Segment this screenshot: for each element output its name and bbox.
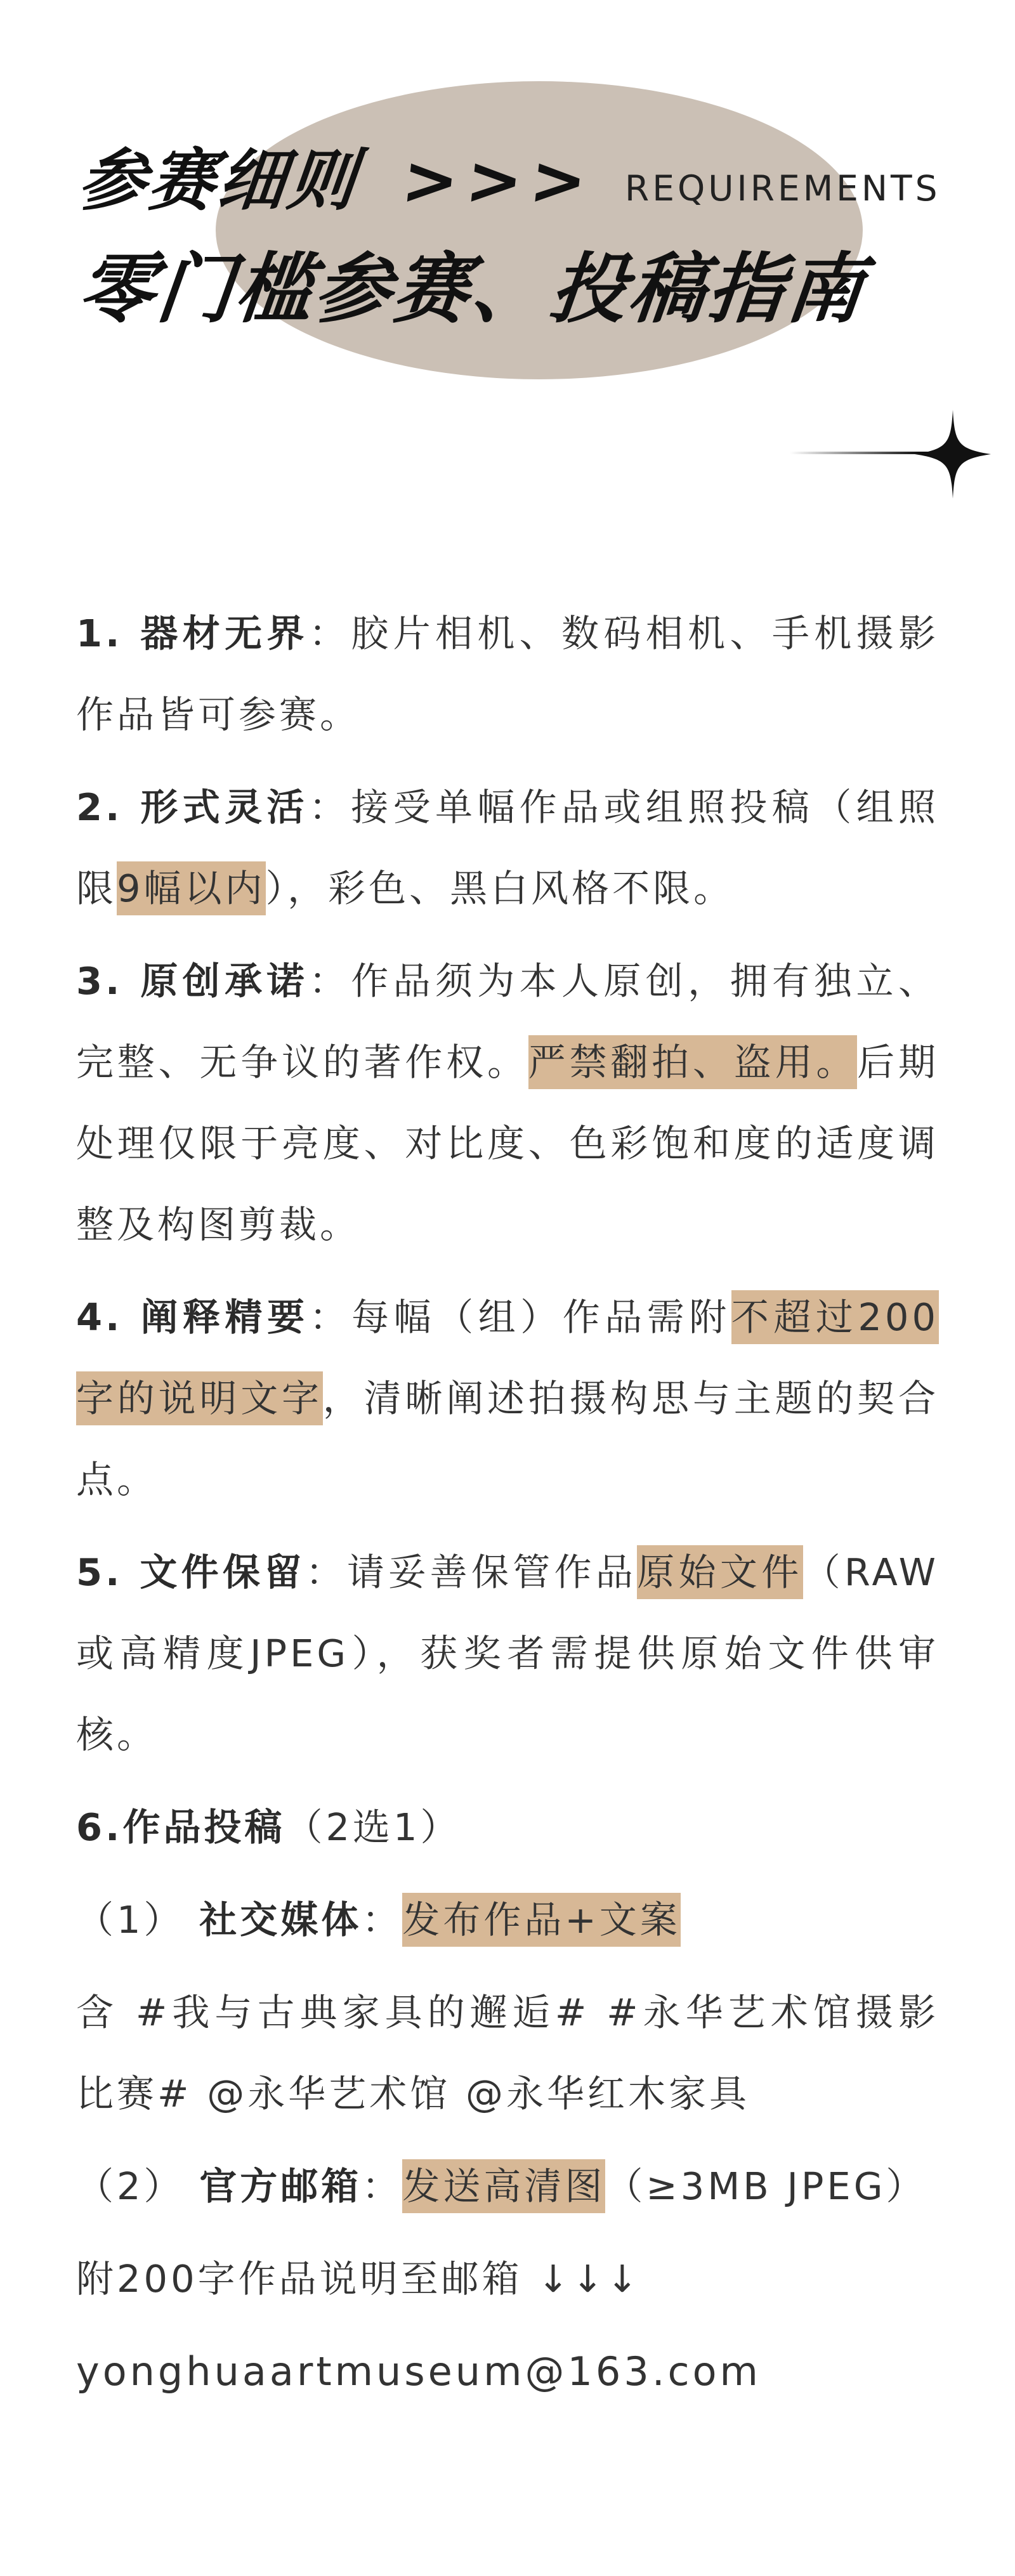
rule-text: 胶片相机、数码相机、手机摄影作品皆可参赛。 xyxy=(76,611,939,736)
rule-colon: ： xyxy=(305,1550,347,1594)
rule-highlight: 原始文件 xyxy=(637,1545,802,1599)
rule-colon: ： xyxy=(308,785,351,829)
rule-highlight: 严禁翻拍、盗用。 xyxy=(528,1035,857,1089)
submission-option-2 xyxy=(76,2146,939,2227)
rule-item-1 xyxy=(76,593,939,755)
rule-item-5 xyxy=(76,1532,939,1775)
rule-text: 每幅（组）作品需附 xyxy=(351,1295,731,1339)
rule-item-2 xyxy=(76,767,939,929)
rule-text: 后期处理仅限于亮度、对比度、色彩饱和度的适度调整及构图剪裁。 xyxy=(76,1040,939,1246)
sparkle-icon xyxy=(915,410,991,499)
header xyxy=(0,0,1015,482)
option-text: （≥3MB JPEG） xyxy=(605,2164,927,2208)
submission-note: （2选1） xyxy=(285,1805,461,1849)
rule-text: 请妥善保管作品 xyxy=(346,1550,638,1594)
submission-title: 6.作品投稿 xyxy=(76,1805,285,1849)
option-prefix: （2） xyxy=(76,2164,200,2208)
rule-colon: ： xyxy=(308,611,351,655)
email-address[interactable]: yonghuaartmuseum@163.com xyxy=(76,2348,761,2395)
option-label: 官方邮箱 xyxy=(199,2164,362,2208)
rule-item-3 xyxy=(76,941,939,1265)
option-prefix: （1） xyxy=(76,1898,200,1942)
rule-colon: ： xyxy=(308,959,351,1003)
option-label: 社交媒体 xyxy=(199,1898,362,1942)
option-colon: ： xyxy=(362,2164,403,2208)
rule-text: ），彩色、黑白风格不限。 xyxy=(265,866,735,910)
email-instruction: 附200字作品说明至邮箱 ↓↓↓ xyxy=(76,2257,641,2301)
option-colon: ： xyxy=(362,1898,403,1942)
rule-text: 接受单幅作品或组照投稿（组照限 xyxy=(76,785,939,910)
rule-item-4 xyxy=(76,1277,939,1520)
rule-text: （RAW或高精度JPEG），获奖者需提供原始文件供审核。 xyxy=(76,1550,939,1756)
rule-label: 1. 器材无界 xyxy=(76,611,309,655)
option-highlight: 发送高清图 xyxy=(402,2159,605,2213)
rule-label: 2. 形式灵活 xyxy=(76,785,309,829)
title-line-1 xyxy=(74,127,599,223)
submission-heading xyxy=(76,1787,939,1868)
title-main: 参赛细则 xyxy=(74,141,362,219)
requirements-content xyxy=(76,593,939,2424)
rule-colon: ： xyxy=(309,1295,352,1339)
rule-text: 作品须为本人原创，拥有独立、完整、无争议的著作权。 xyxy=(76,959,939,1084)
rule-label: 5. 文件保留 xyxy=(76,1550,306,1594)
title-english: REQUIREMENTS xyxy=(625,168,941,209)
hashtag-text: 含 #我与古典家具的邂逅# #永华艺术馆摄影比赛# @永华艺术馆 @永华红木家具 xyxy=(76,1991,939,2115)
rule-highlight: 9幅以内 xyxy=(117,861,266,915)
title-line-2: 零门槛参赛、投稿指南 xyxy=(74,245,870,334)
rule-label: 3. 原创承诺 xyxy=(76,959,309,1003)
rule-label: 4. 阐释精要 xyxy=(76,1295,310,1339)
title-arrows: >>> xyxy=(398,141,599,219)
option-highlight: 发布作品+文案 xyxy=(402,1893,680,1947)
rule-text: ，清晰阐述拍摄构思与主题的契合点。 xyxy=(76,1376,939,1501)
submission-option-1 xyxy=(76,1880,939,1961)
rule-highlight: 不超过200字的说明文字 xyxy=(76,1290,939,1425)
